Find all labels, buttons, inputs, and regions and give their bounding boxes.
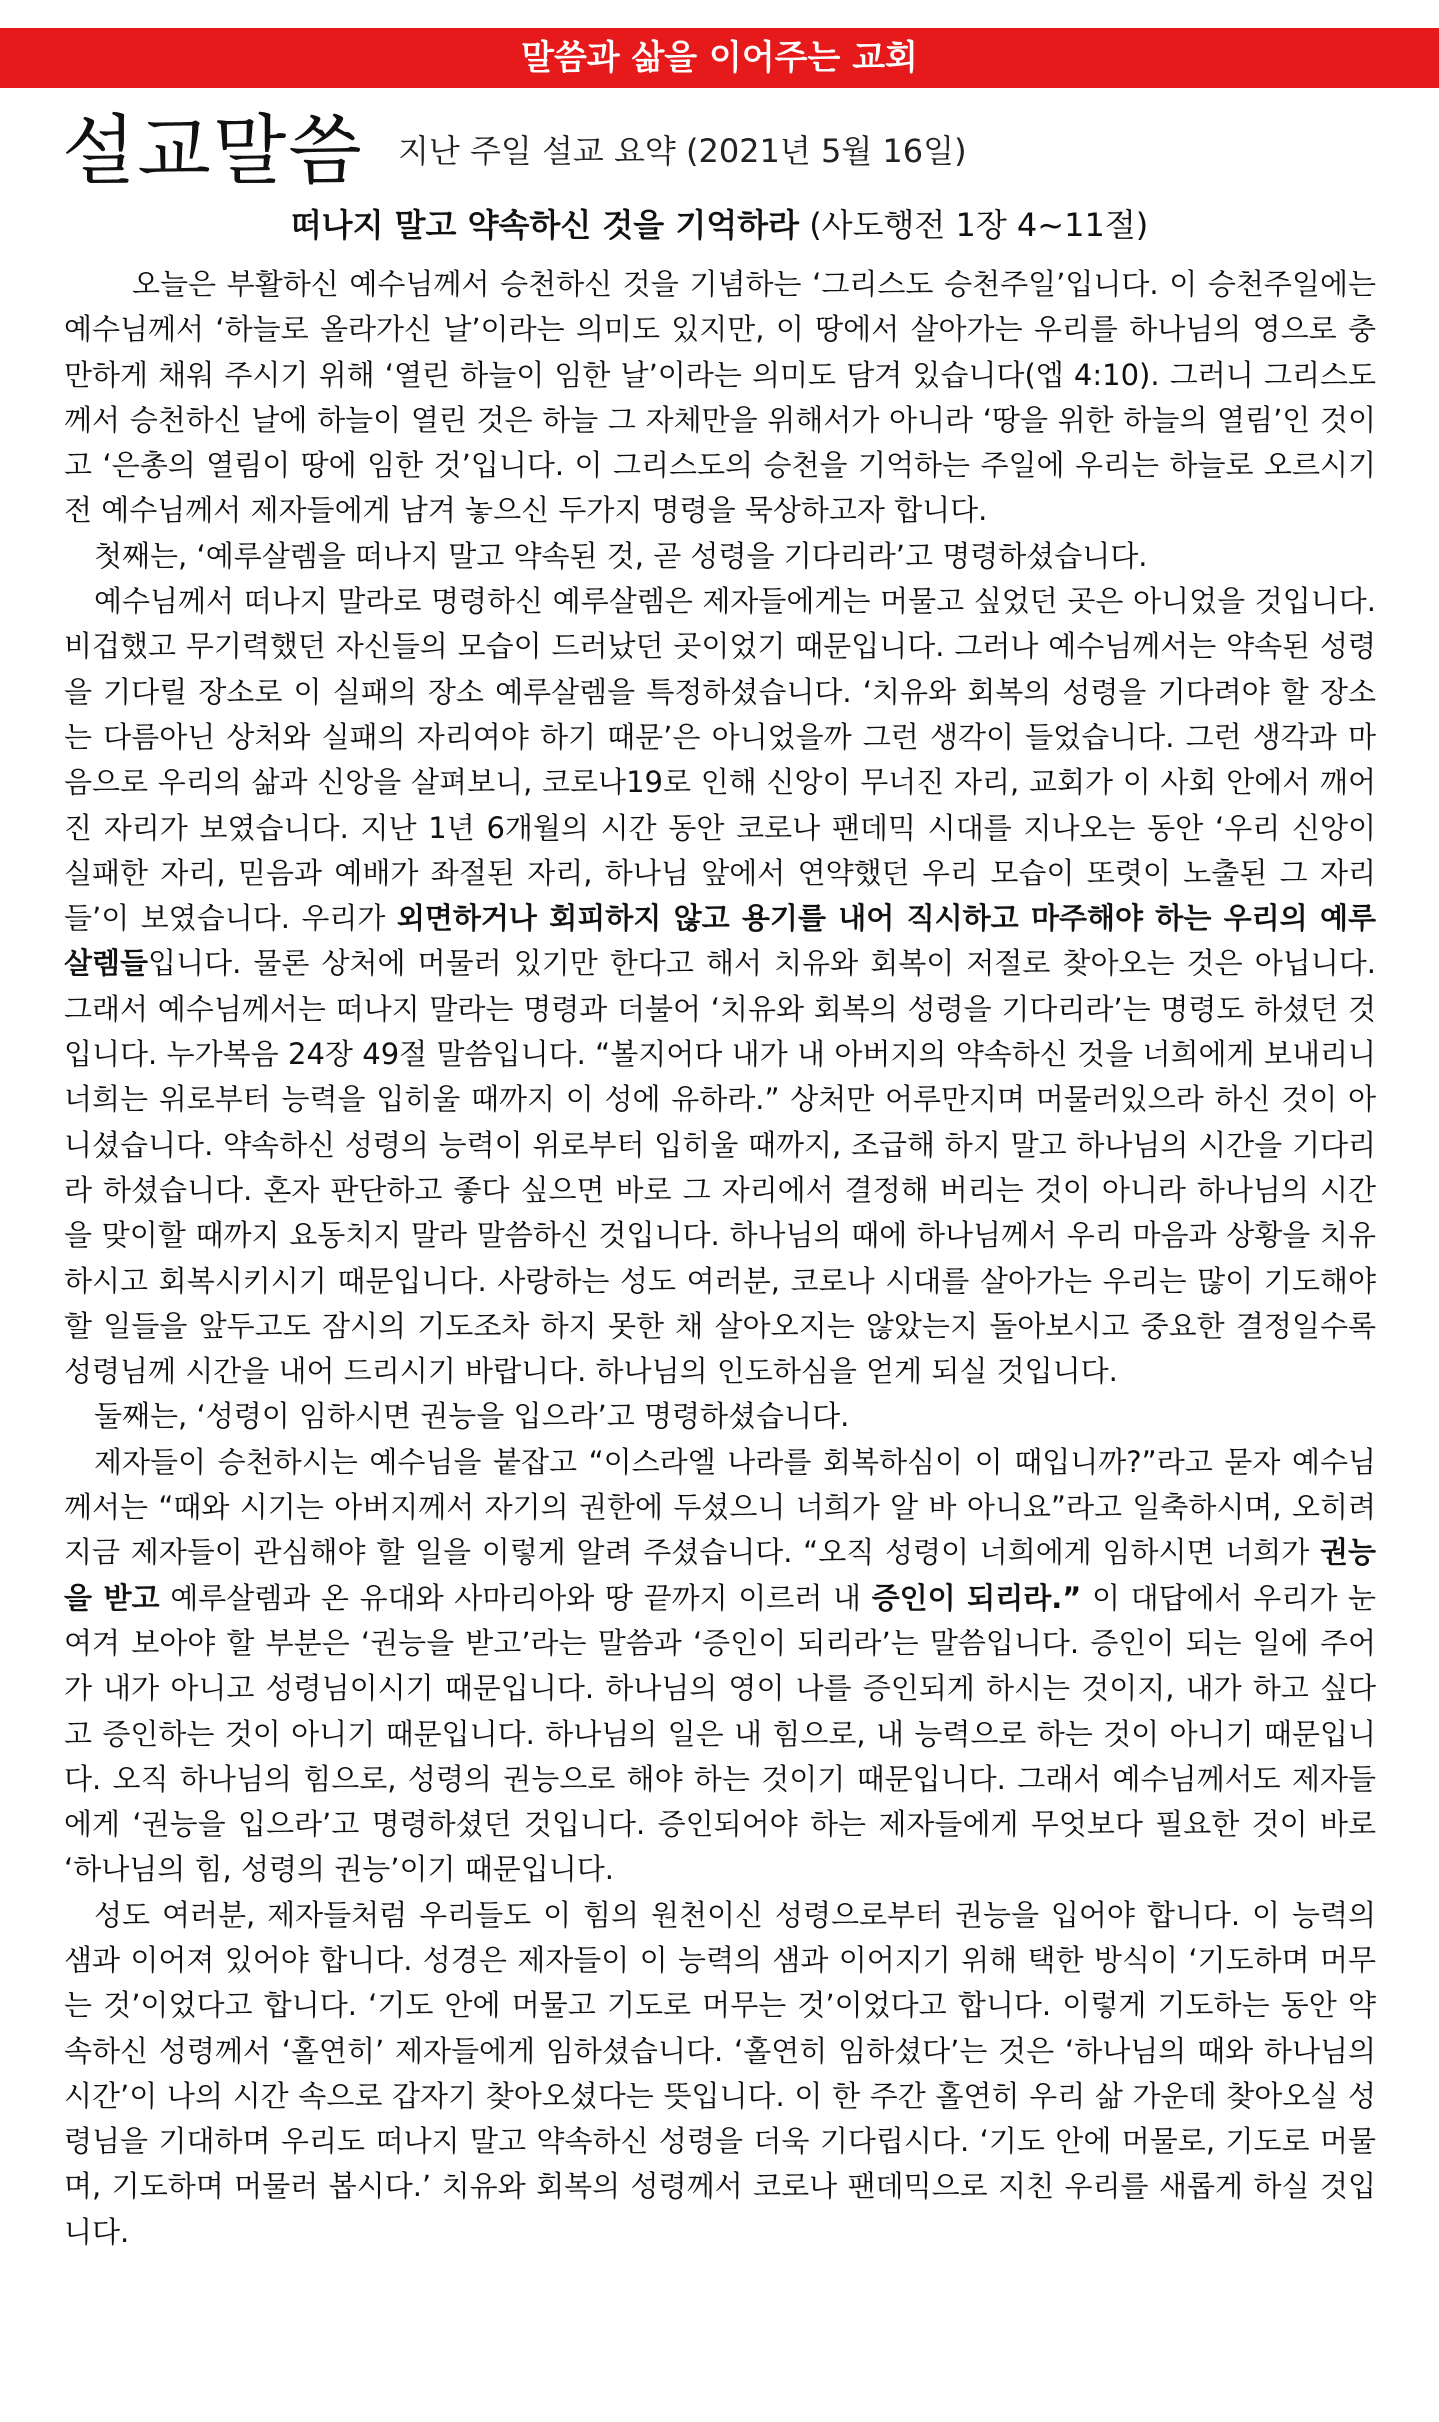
page-header [62, 96, 1392, 206]
emphasis-text: 권능을 받고 [64, 1535, 1376, 1615]
paragraph-second-command: 둘째는, ‘성령이 임하시면 권능을 입으라’고 명령하셨습니다. [94, 1399, 850, 1434]
banner-text: 말씀과 삶을 이어주는 교회 [521, 38, 918, 78]
sermon-title-line [0, 200, 1439, 250]
church-motto-banner [0, 28, 1439, 88]
paragraph-text: 예루살렘과 온 유대와 사마리아와 땅 끝까지 이르러 내 [159, 1580, 872, 1615]
page-title: 설교말씀 [62, 106, 364, 195]
paragraph-text: 예수님께서 떠나지 말라로 명령하신 예루살렘은 제자들에게는 머물고 싶었던 곳은 아니었을 것입니다. 비겁했고 무기력했던 자신들의 모습이 드러났던 곳이었기 때문입니다. 그러나 예수님께서는 약속된 성령을 기다릴 장소로 이 실패의 장소 예루살렘을 특정하셨습니다. ‘치유와 회복의 성령을 기다려야 할 장소는 다름아닌 상처와 실패의 자리여야 하기 때문’은 아니었을까 그런 생각이 들었습니다. 그런 생각과 마음으로 우리의 삶과 신앙을 살펴보니, 코로나19로 인해 신앙이 무너진 자리, 교회가 이 사회 안에서 깨어진 자리가 보였습니다. 지난 1년 6개월의 시간 동안 코로나 팬데믹 시대를 지나오는 동안 ‘우리 신앙이 실패한 자리, 믿음과 예배가 좌절된 자리, 하나님 앞에서 연약했던 우리 모습이 또렷이 노출된 그 자리들’이 보였습니다. 우리가 [64, 584, 1376, 936]
paragraph-text: 입니다. 물론 상처에 머물러 있기만 한다고 해서 치유와 회복이 저절로 찾아오는 것은 아닙니다. 그래서 예수님께서는 떠나지 말라는 명령과 더불어 ‘치유와 회복의 성령을 기다리라’는 명령도 하셨던 것입니다. 누가복음 24장 49절 말씀입니다. “볼지어다 내가 내 아버지의 약속하신 것을 너희에게 보내리니 너희는 위로부터 능력을 입히울 때까지 이 성에 유하라.” 상처만 어루만지며 머물러있으라 하신 것이 아니셨습니다. 약속하신 성령의 능력이 위로부터 입히울 때까지, 조급해 하지 말고 하나님의 시간을 기다리라 하셨습니다. 혼자 판단하고 좋다 싶으면 바로 그 자리에서 결정해 버리는 것이 아니라 하나님의 시간을 맞이할 때까지 요동치지 말라 말씀하신 것입니다. 하나님의 때에 하나님께서 우리 마음과 상황을 치유하시고 회복시키시기 때문입니다. 사랑하는 성도 여러분, 코로나 시대를 살아가는 우리는 많이 기도해야 할 일들을 앞두고도 잠시의 기도조차 하지 못한 채 살아오지는 않았는지 돌아보시고 중요한 결정일수록 성령님께 시간을 내어 드리시기 바랍니다. 하나님의 인도하심을 얻게 되실 것입니다. [64, 946, 1376, 1389]
paragraph-intro: 오늘은 부활하신 예수님께서 승천하신 것을 기념하는 ‘그리스도 승천주일’입니다. 이 승천주일에는 예수님께서 ‘하늘로 올라가신 날’이라는 의미도 있지만, 이 땅에서 살아가는 우리를 하나님의 영으로 충만하게 채워 주시기 위해 ‘열린 하늘이 임한 날’이라는 의미도 담겨 있습니다(엡 4:10). 그러니 그리스도께서 승천하신 날에 하늘이 열린 것은 하늘 그 자체만을 위해서가 아니라 ‘땅을 위한 하늘의 열림’인 것이고 ‘은총의 열림이 땅에 임한 것’입니다. 이 그리스도의 승천을 기억하는 주일에 우리는 하늘로 오르시기 전 예수님께서 제자들에게 남겨 놓으신 두가지 명령을 묵상하고자 합니다. [64, 267, 1376, 528]
paragraph-conclusion: 성도 여러분, 제자들처럼 우리들도 이 힘의 원천이신 성령으로부터 권능을 입어야 합니다. 이 능력의 샘과 이어져 있어야 합니다. 성경은 제자들이 이 능력의 샘과 이어지기 위해 택한 방식이 ‘기도하며 머무는 것’이었다고 합니다. ‘기도 안에 머물고 기도로 머무는 것’이었다고 합니다. 이렇게 기도하는 동안 약속하신 성령께서 ‘홀연히’ 제자들에게 임하셨습니다. ‘홀연히 임하셨다’는 것은 ‘하나님의 때와 하나님의 시간’이 나의 시간 속으로 갑자기 찾아오셨다는 뜻입니다. 이 한 주간 홀연히 우리 삶 가운데 찾아오실 성령님을 기대하며 우리도 떠나지 말고 약속하신 성령을 더욱 기다립시다. ‘기도 안에 머물로, 기도로 머물며, 기도하며 머물러 봅시다.’ 치유와 회복의 성령께서 코로나 팬데믹으로 지친 우리를 새롭게 하실 것입니다. [64, 1897, 1376, 2249]
sermon-title: 떠나지 말고 약속하신 것을 기억하라 [290, 206, 800, 244]
paragraph-jerusalem [64, 579, 1376, 1394]
paragraph-text: 제자들이 승천하시는 예수님을 붙잡고 “이스라엘 나라를 회복하심이 이 때입니까?”라고 묻자 예수님께서는 “때와 시기는 아버지께서 자기의 권한에 두셨으니 너희가 알 바 아니요”라고 일축하시며, 오히려 지금 제자들이 관심해야 할 일을 이렇게 알려 주셨습니다. “오직 성령이 너희에게 임하시면 너희가 [64, 1444, 1376, 1570]
paragraph-text: 이 대답에서 우리가 눈 여겨 보아야 할 부분은 ‘권능을 받고’라는 말씀과 ‘증인이 되리라’는 말씀입니다. 증인이 되는 일에 주어가 내가 아니고 성령님이시기 때문입니다. 하나님의 영이 나를 증인되게 하시는 것이지, 내가 하고 싶다고 증인하는 것이 아니기 때문입니다. 하나님의 일은 내 힘으로, 내 능력으로 하는 것이 아니기 때문입니다. 오직 하나님의 힘으로, 성령의 권능으로 해야 하는 것이기 때문입니다. 그래서 예수님께서도 제자들에게 ‘권능을 입으라’고 명령하셨던 것입니다. 증인되어야 하는 제자들에게 무엇보다 필요한 것이 바로 ‘하나님의 힘, 성령의 권능’이기 때문입니다. [64, 1580, 1376, 1887]
emphasis-text: 증인이 되리라.” [871, 1580, 1082, 1615]
sermon-body [64, 262, 1376, 2255]
paragraph-witness [64, 1440, 1376, 1893]
page-subtitle: 지난 주일 설교 요약 (2021년 5월 16일) [398, 132, 967, 170]
paragraph-first-command: 첫째는, ‘예루살렘을 떠나지 말고 약속된 것, 곧 성령을 기다리라’고 명령하셨습니다. [94, 538, 1148, 573]
emphasis-text: 외면하거나 회피하지 않고 용기를 내어 직시하고 마주해야 하는 우리의 예루살렘들 [64, 901, 1376, 981]
scripture-reference: (사도행전 1장 4~11절) [809, 206, 1149, 244]
